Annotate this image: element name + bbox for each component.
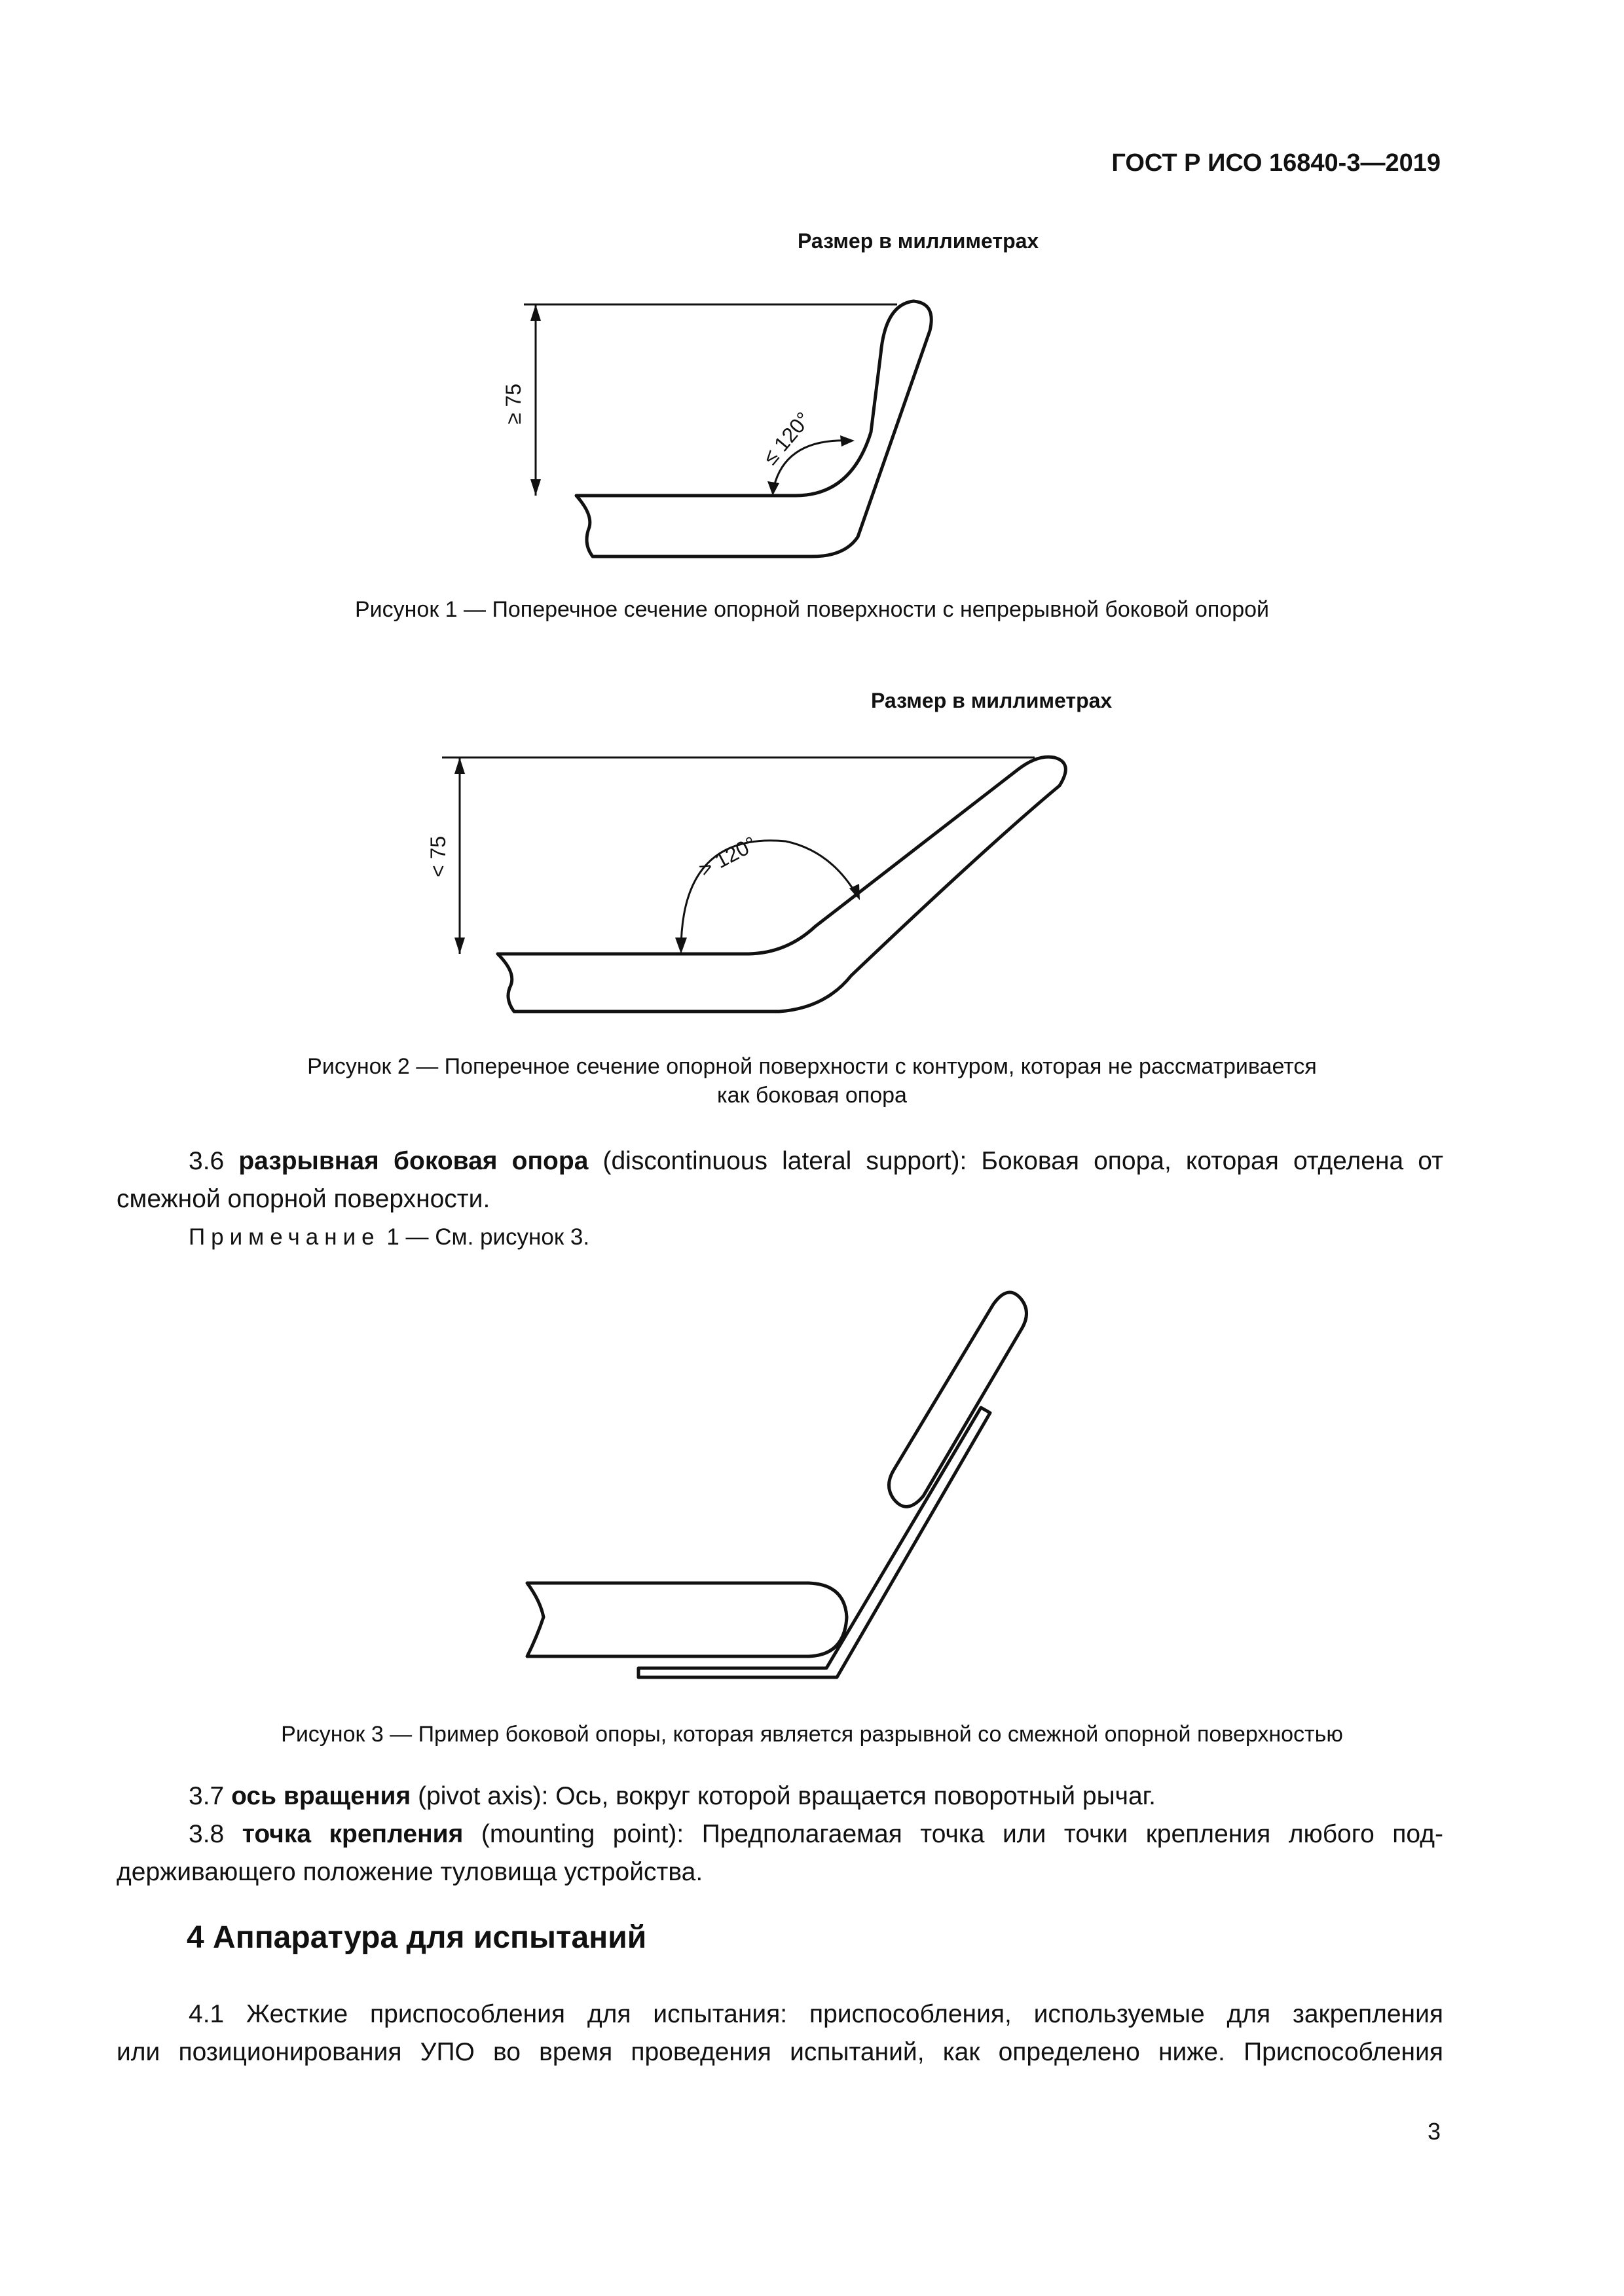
clause-3-8-number: 3.8 — [189, 1820, 225, 1848]
clause-3-8-text-line2: держивающего положение туловища устройства. — [117, 1858, 703, 1886]
clause-3-6 — [117, 1142, 1443, 1218]
figure2-caption-line2: как боковая опора — [717, 1083, 907, 1108]
clause-3-6-text-line2: смежной опорной поверхности. — [117, 1185, 490, 1213]
clause-3-6-text-line1: (discontinuous lateral support): Боковая опора, которая отделена от — [602, 1147, 1443, 1175]
clause-3-8 — [117, 1815, 1443, 1891]
figure2-size-note: Размер в миллиметрах — [871, 689, 1113, 712]
clause-3-7-text: (pivot axis): Ось, вокруг которой вращается поворотный рычаг. — [418, 1782, 1156, 1810]
figure1-height-label: ≥ 75 — [502, 383, 525, 424]
note-text: 1 — См. рисунок 3. — [386, 1224, 590, 1250]
figure2-height-label: < 75 — [426, 835, 450, 877]
clause-3-7-term: ось вращения — [231, 1782, 411, 1810]
figure3-caption: Рисунок 3 — Пример боковой опоры, которая является разрывной со смежной опорной поверхностью — [281, 1722, 1343, 1747]
section-4-para-line1: 4.1 Жесткие приспособления для испытания: приспособления, используемые для закрепления — [189, 2000, 1443, 2028]
page-number: 3 — [1427, 2118, 1441, 2145]
figure1-angle-label: ≤ 120° — [758, 407, 815, 469]
clause-3-7-number: 3.7 — [189, 1782, 225, 1810]
figure1-drawing — [502, 301, 931, 556]
clause-3-6-term: разрывная боковая опора — [238, 1147, 589, 1175]
figure1-size-note: Размер в миллиметрах — [798, 229, 1039, 253]
document-code: ГОСТ Р ИСО 16840-3—2019 — [1111, 149, 1441, 177]
figure2-drawing — [426, 757, 1065, 1011]
clause-3-7 — [117, 1777, 1443, 1815]
section-4-paragraph — [117, 1995, 1443, 2071]
figure2-angle-label: > 120° — [695, 831, 761, 882]
clause-3-8-text-line1: (mounting point): Предполагаемая точка или точки крепления любого под- — [481, 1820, 1443, 1848]
figure2-caption-line1: Рисунок 2 — Поперечное сечение опорной поверхности с контуром, которая не рассматривается — [307, 1054, 1317, 1079]
clause-3-6-number: 3.6 — [189, 1147, 225, 1175]
note-label: Примечание — [189, 1224, 380, 1250]
figure1-caption: Рисунок 1 — Поперечное сечение опорной поверхности с непрерывной боковой опорой — [354, 597, 1270, 622]
section-4-para-line2: или позиционирования УПО во время проведения испытаний, как определено ниже. Приспособления — [117, 2038, 1443, 2066]
figure3-drawing — [527, 1292, 1027, 1677]
section-4-title: 4 Аппаратура для испытаний — [187, 1920, 647, 1955]
clause-3-6-note — [189, 1224, 589, 1250]
clause-3-8-term: точка крепления — [242, 1820, 464, 1848]
